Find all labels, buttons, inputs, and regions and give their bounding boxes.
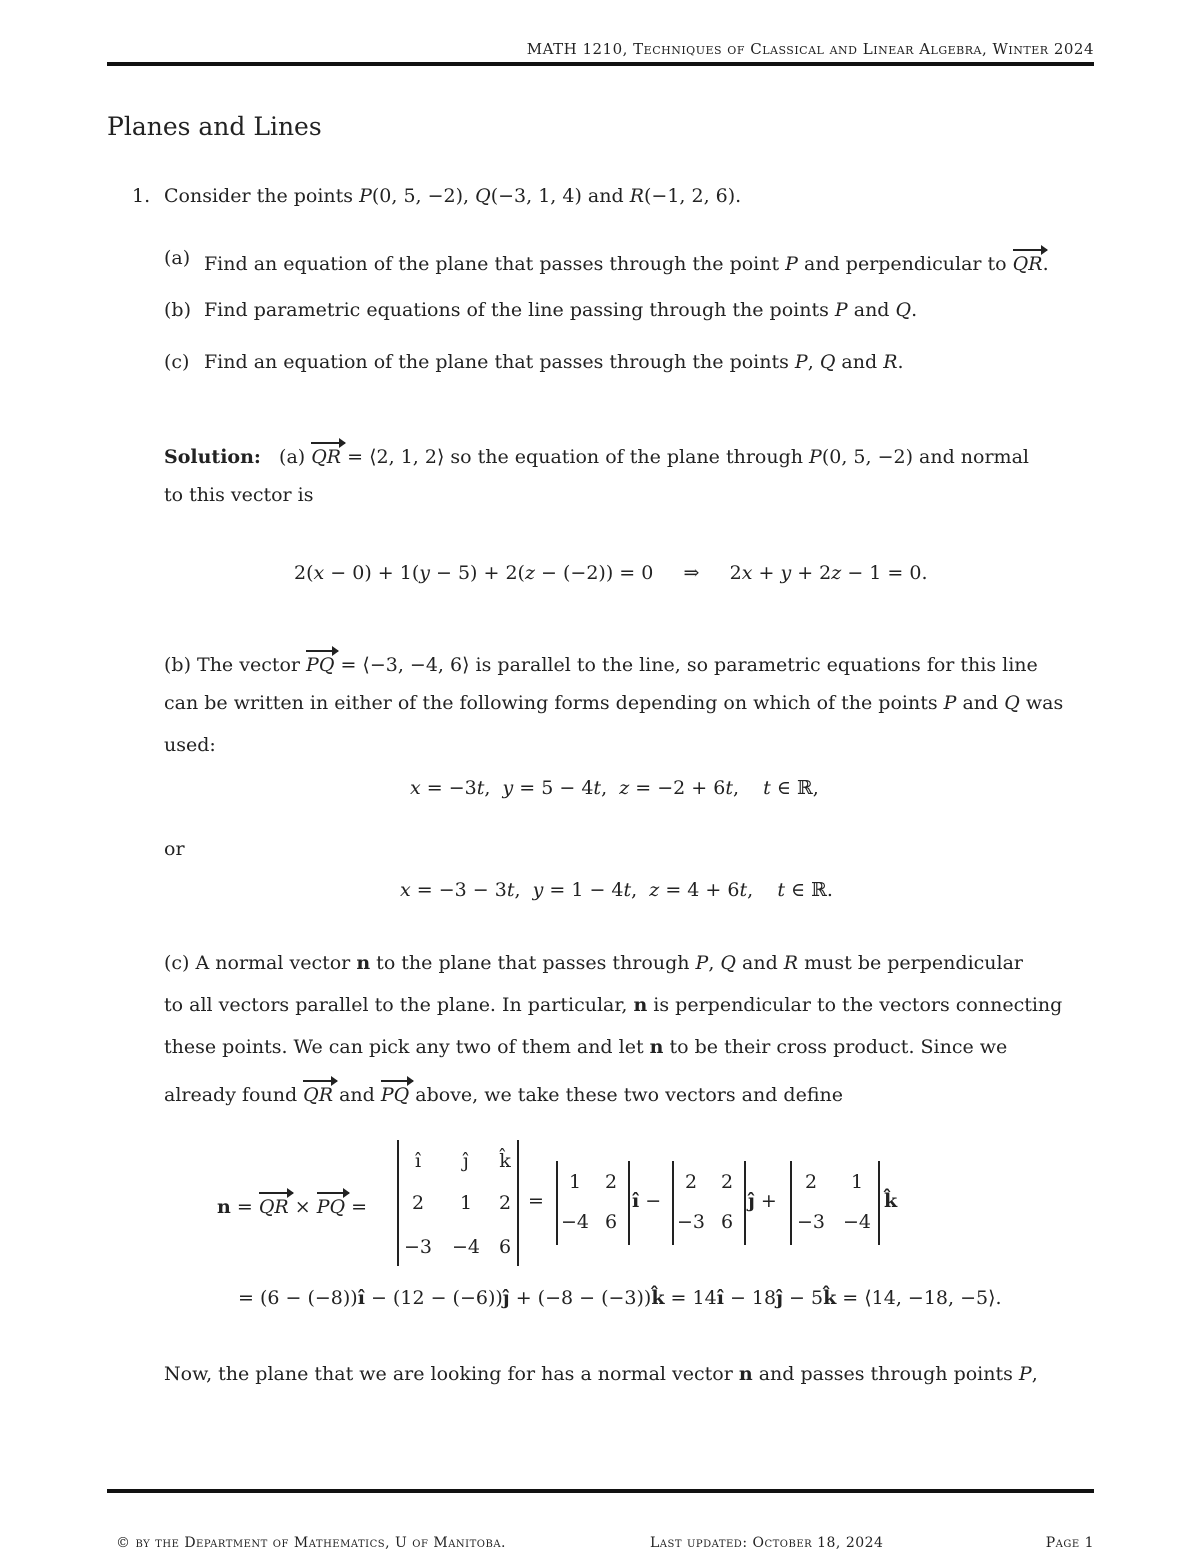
minor-cell: −4 [560,1211,589,1233]
part-b-label: (b) [164,299,191,321]
det-cell: k̂ [499,1150,511,1172]
solution-b-equation-2: x = −3 − 3t, y = 1 − 4t, z = 4 + 6t, t ∈ ℝ. [400,879,833,901]
minor-cell: 6 [720,1211,734,1233]
minor-2 [672,1161,746,1245]
running-header: MATH 1210, Techniques of Classical and Linear Algebra, Winter 2024 [526,40,1094,58]
det-cell: 6 [498,1236,512,1258]
solution-b-equation-1: x = −3t, y = 5 − 4t, z = −2 + 6t, t ∈ ℝ, [410,777,819,799]
determinant-3x3 [397,1140,519,1266]
solution-a-line2: to this vector is [164,484,314,506]
minor-cell: −3 [676,1211,705,1233]
minor-cell: 1 [568,1171,582,1193]
problem-intro: Consider the points P(0, 5, −2), Q(−3, 1, 4) and R(−1, 2, 6). [164,185,742,207]
part-b-text: Find parametric equations of the line passing through the points P and Q. [204,299,918,321]
solution-label: Solution: [164,446,261,468]
solution-b-line2: can be written in either of the following forms depending on which of the points P and Q was [164,692,1064,714]
minor-cell: 2 [720,1171,734,1193]
part-c-label: (c) [164,351,190,373]
solution-c-line4: already found QR and PQ above, we take these two vectors and define [164,1078,843,1107]
equals-sign: = [528,1190,544,1212]
minor-cell: 2 [684,1171,698,1193]
det-cell: 2 [498,1192,512,1214]
solution-b-line3: used: [164,734,216,756]
cross-product-result: = (6 − (−8))î − (12 − (−6))ĵ + (−8 − (−3))k̂ = 14î − 18ĵ − 5k̂ = ⟨14, −18, −5⟩. [238,1287,1002,1309]
minor-cell: 1 [850,1171,864,1193]
minor-1 [556,1161,630,1245]
term-k: k̂ [884,1190,898,1212]
minor-3 [790,1161,880,1245]
det-cell: î [414,1150,422,1172]
det-cell: −3 [403,1236,432,1258]
header-rule [107,62,1094,66]
minor-cell: −3 [796,1211,825,1233]
cross-product-lhs: n = QR × PQ = [217,1190,367,1218]
solution-b-or: or [164,838,185,860]
part-a-label: (a) [164,247,191,269]
solution-a-equation: 2(x − 0) + 1(y − 5) + 2(z − (−2)) = 0 ⇒ 2x + y + 2z − 1 = 0. [294,562,928,584]
solution-c-line5: Now, the plane that we are looking for has a normal vector n and passes through points P, [164,1363,1038,1385]
footer-page: Page 1 [1045,1535,1094,1551]
minor-cell: 6 [604,1211,618,1233]
term-j-plus: ĵ + [748,1190,777,1212]
minor-cell: 2 [804,1171,818,1193]
footer-rule [107,1489,1094,1493]
det-cell: −4 [451,1236,480,1258]
solution-c-line3: these points. We can pick any two of them and let n to be their cross product. Since we [164,1036,1008,1058]
part-a-text: Find an equation of the plane that passes through the point P and perpendicular to QR. [204,247,1049,276]
solution-c-line2: to all vectors parallel to the plane. In particular, n is perpendicular to the vectors connecting [164,994,1063,1016]
solution-c-line1: (c) A normal vector n to the plane that passes through P, Q and R must be perpendicular [164,952,1024,974]
term-i-minus: î − [632,1190,662,1212]
solution-b-line1: (b) The vector PQ = ⟨−3, −4, 6⟩ is parallel to the line, so parametric equations for this line [164,648,1038,677]
det-cell: 1 [459,1192,473,1214]
footer-updated: Last updated: October 18, 2024 [650,1535,884,1551]
minor-cell: −4 [842,1211,871,1233]
det-cell: 2 [411,1192,425,1214]
problem-number: 1. [132,185,151,207]
footer-copyright: © by the Department of Mathematics, U of Manitoba. [116,1535,507,1551]
section-title: Planes and Lines [107,112,322,141]
det-cell: ĵ [463,1150,469,1172]
part-c-text: Find an equation of the plane that passes through the points P, Q and R. [204,351,904,373]
solution-a-line1: Solution: (a) QR = ⟨2, 1, 2⟩ so the equation of the plane through P(0, 5, −2) and normal [164,440,1094,469]
minor-cell: 2 [604,1171,618,1193]
